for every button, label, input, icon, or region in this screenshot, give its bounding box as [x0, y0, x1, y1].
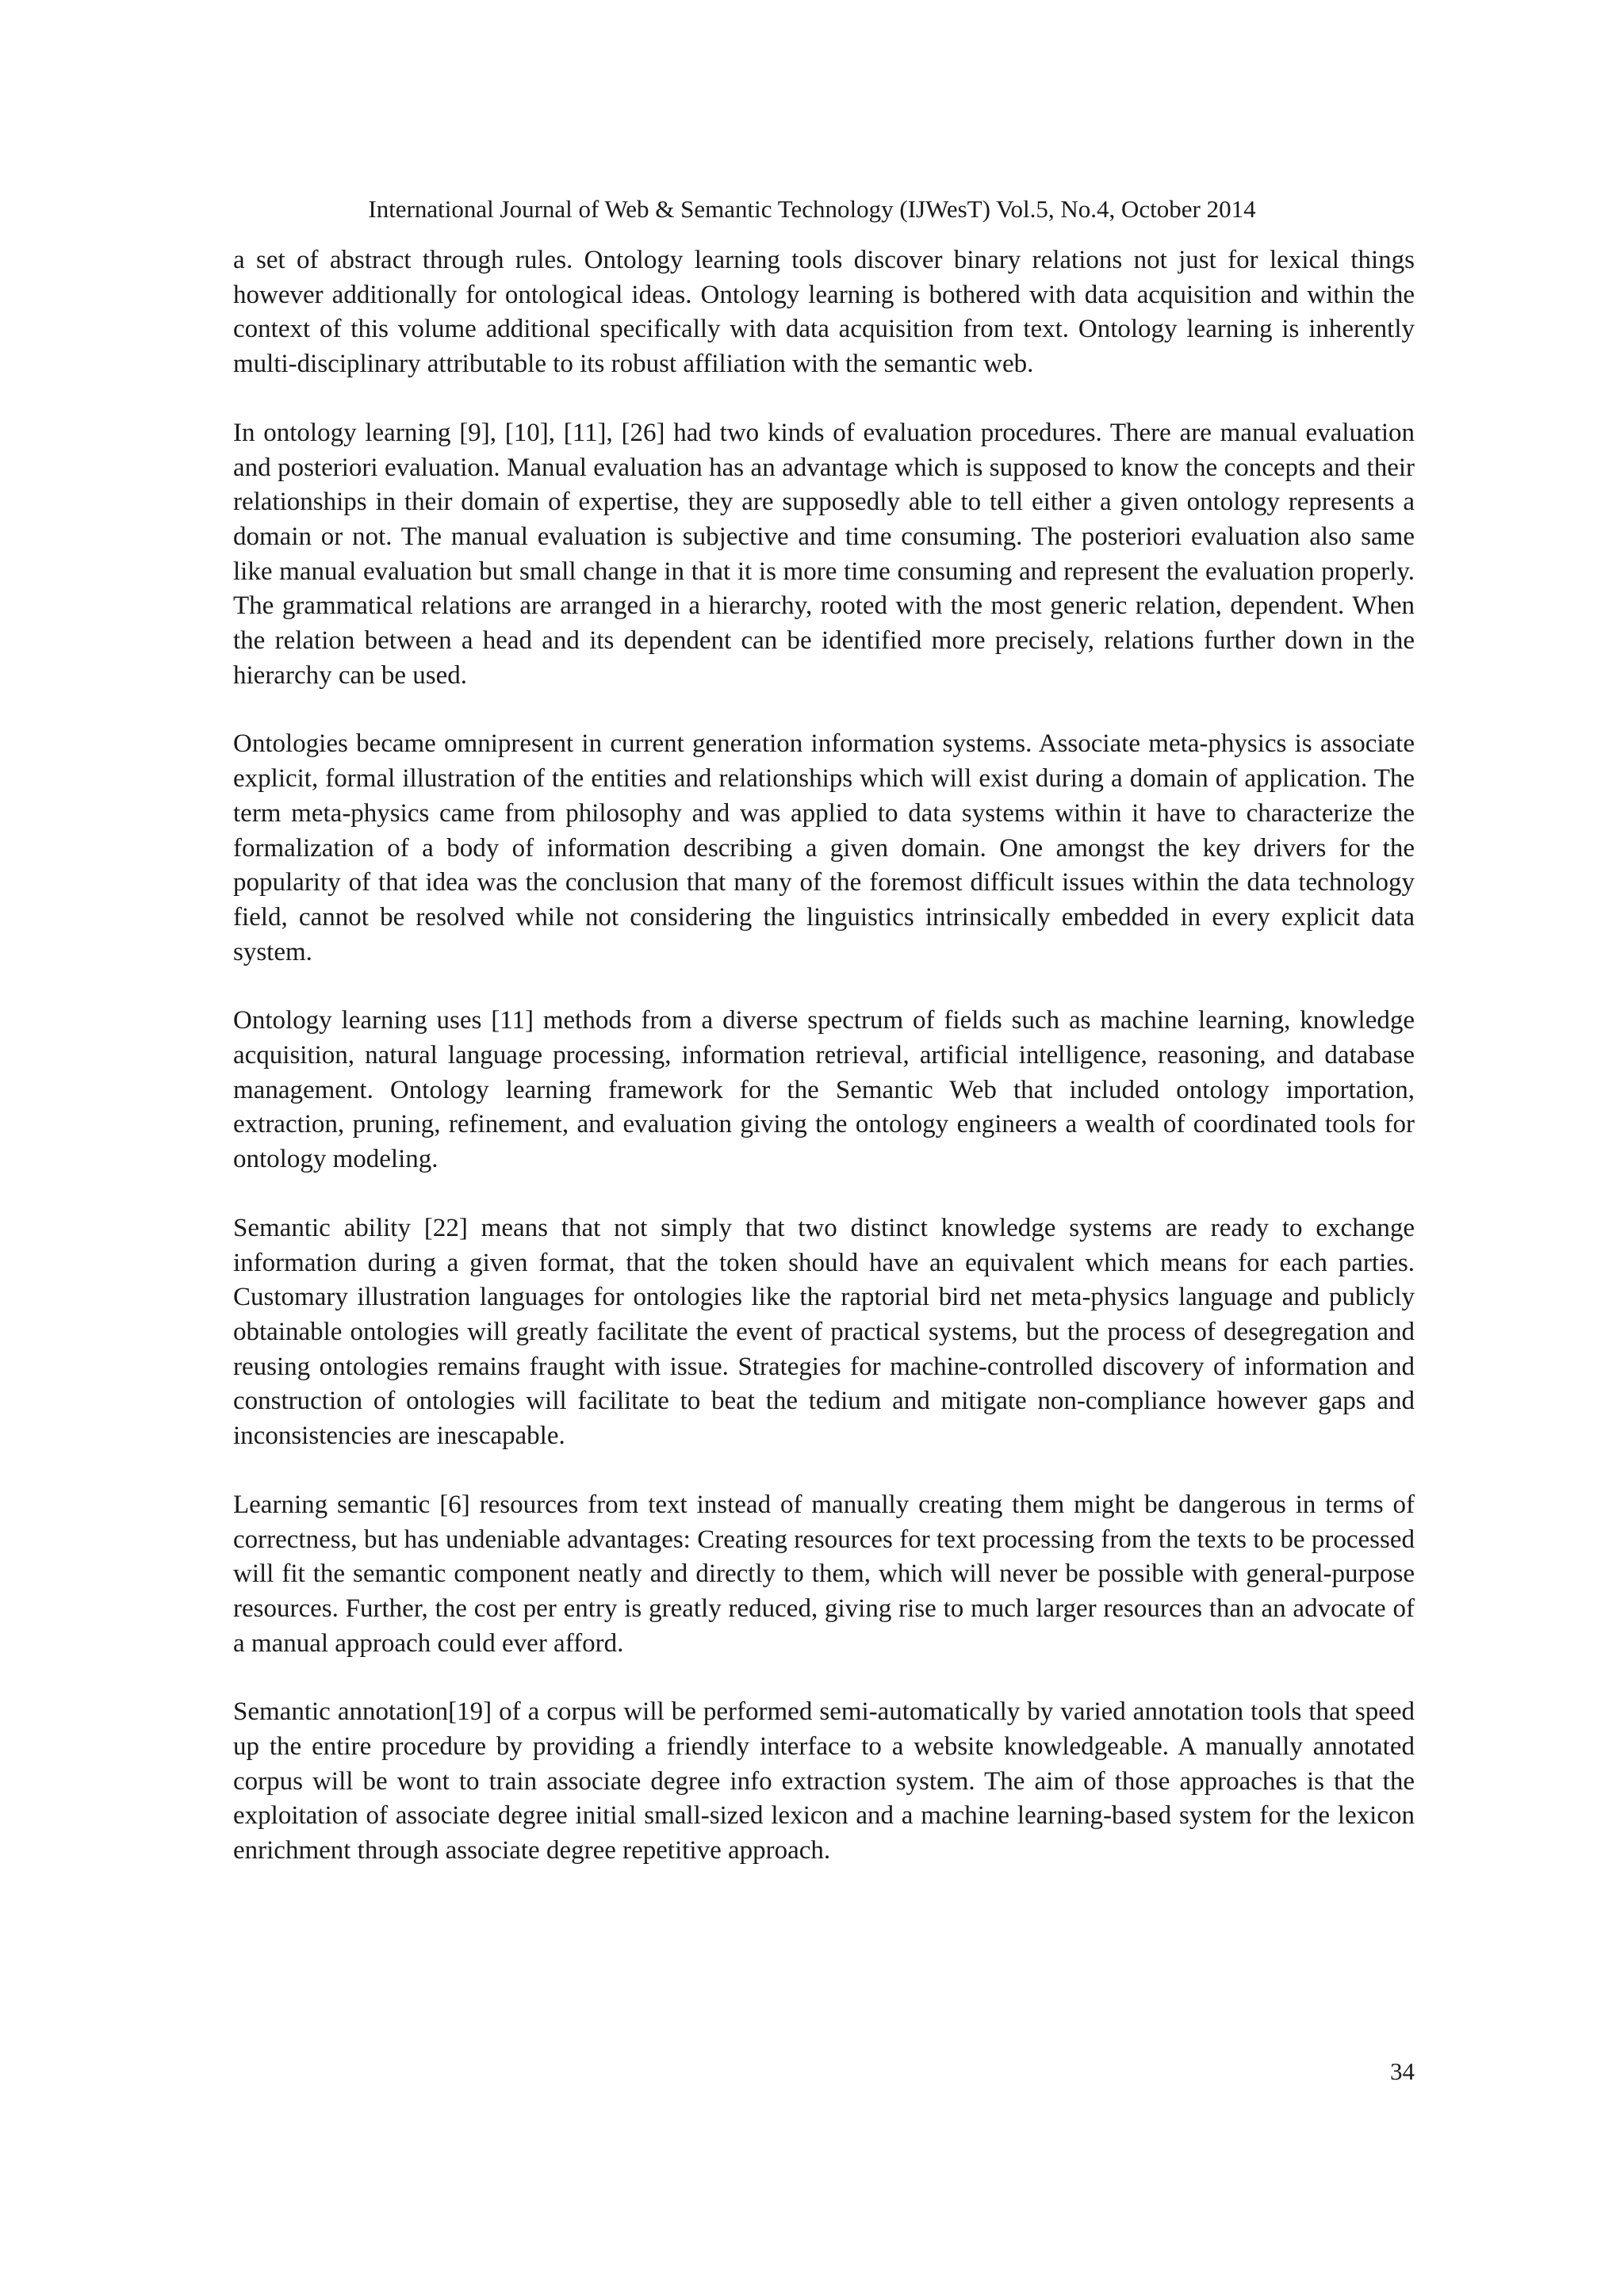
- paragraph-ontologies-omnipresent: Ontologies became omnipresent in current generation information systems. Associate meta-physics is associate explicit, formal illustration of the entities and relationships which will exist during a domain of application. The term meta-physics came from philosophy and was applied to data systems within it have to characterize the formalization of a body of information describing a given domain. One amongst the key drivers for the popularity of that idea was the conclusion that many of the foremost difficult issues within the data technology field, cannot be resolved while not considering the linguistics intrinsically embedded in every explicit data system.: [233, 729, 1415, 966]
- paragraph-evaluation-procedures: In ontology learning [9], [10], [11], [26] had two kinds of evaluation procedures. There are manual evaluation and posteriori evaluation. Manual evaluation has an advantage which is supposed to know the concepts and their relationships in their domain of expertise, they are supposedly able to tell either a given ontology represents a domain or not. The manual evaluation is subjective and time consuming. The posteriori evaluation also same like manual evaluation but small change in that it is more time consuming and represent the evaluation properly. The grammatical relations are arranged in a hierarchy, rooted with the most generic relation, dependent. When the relation between a head and its dependent can be identified more precisely, relations further down in the hierarchy can be used.: [233, 418, 1415, 690]
- paragraph-ontology-learning-methods: Ontology learning uses [11] methods from a diverse spectrum of fields such as machine learning, knowledge acquisition, natural language processing, information retrieval, artificial intelligence, reasoning, and database management. Ontology learning framework for the Semantic Web that included ontology importation, extraction, pruning, refinement, and evaluation giving the ontology engineers a wealth of coordinated tools for ontology modeling.: [233, 1006, 1415, 1174]
- body-text: [233, 243, 1415, 1869]
- running-header: International Journal of Web & Semantic Technology (IJWesT) Vol.5, No.4, October 2014: [368, 195, 1256, 223]
- paragraph-ontology-learning-intro: a set of abstract through rules. Ontology learning tools discover binary relations not just for lexical things however additionally for ontological ideas. Ontology learning is bothered with data acquisition and within the context of this volume additional specifically with data acquisition from text. Ontology learning is inherently multi-disciplinary attributable to its robust affiliation with the semantic web.: [233, 246, 1415, 379]
- paragraph-semantic-ability: Semantic ability [22] means that not simply that two distinct knowledge systems are ready to exchange information during a given format, that the token should have an equivalent which means for each parties. Customary illustration languages for ontologies like the raptorial bird net meta-physics language and publicly obtainable ontologies will greatly facilitate the event of practical systems, but the process of desegregation and reusing ontologies remains fraught with issue. Strategies for machine-controlled discovery of information and construction of ontologies will facilitate to beat the tedium and mitigate non-compliance however gaps and inconsistencies are inescapable.: [233, 1213, 1415, 1451]
- page-number: 34: [1390, 2057, 1415, 2085]
- paragraph-learning-semantic-resources: Learning semantic [6] resources from text instead of manually creating them might be dangerous in terms of correctness, but has undeniable advantages: Creating resources for text processing from the texts to be processed will fit the semantic component neatly and directly to them, which will never be possible with general-purpose resources. Further, the cost per entry is greatly reduced, giving rise to much larger resources than an advocate of a manual approach could ever afford.: [233, 1490, 1415, 1658]
- paragraph-semantic-annotation: Semantic annotation[19] of a corpus will be performed semi-automatically by varied annotation tools that speed up the entire procedure by providing a friendly interface to a website knowledgeable. A manually annotated corpus will be wont to train associate degree info extraction system. The aim of those approaches is that the exploitation of associate degree initial small-sized lexicon and a machine learning-based system for the lexicon enrichment through associate degree repetitive approach.: [233, 1697, 1415, 1866]
